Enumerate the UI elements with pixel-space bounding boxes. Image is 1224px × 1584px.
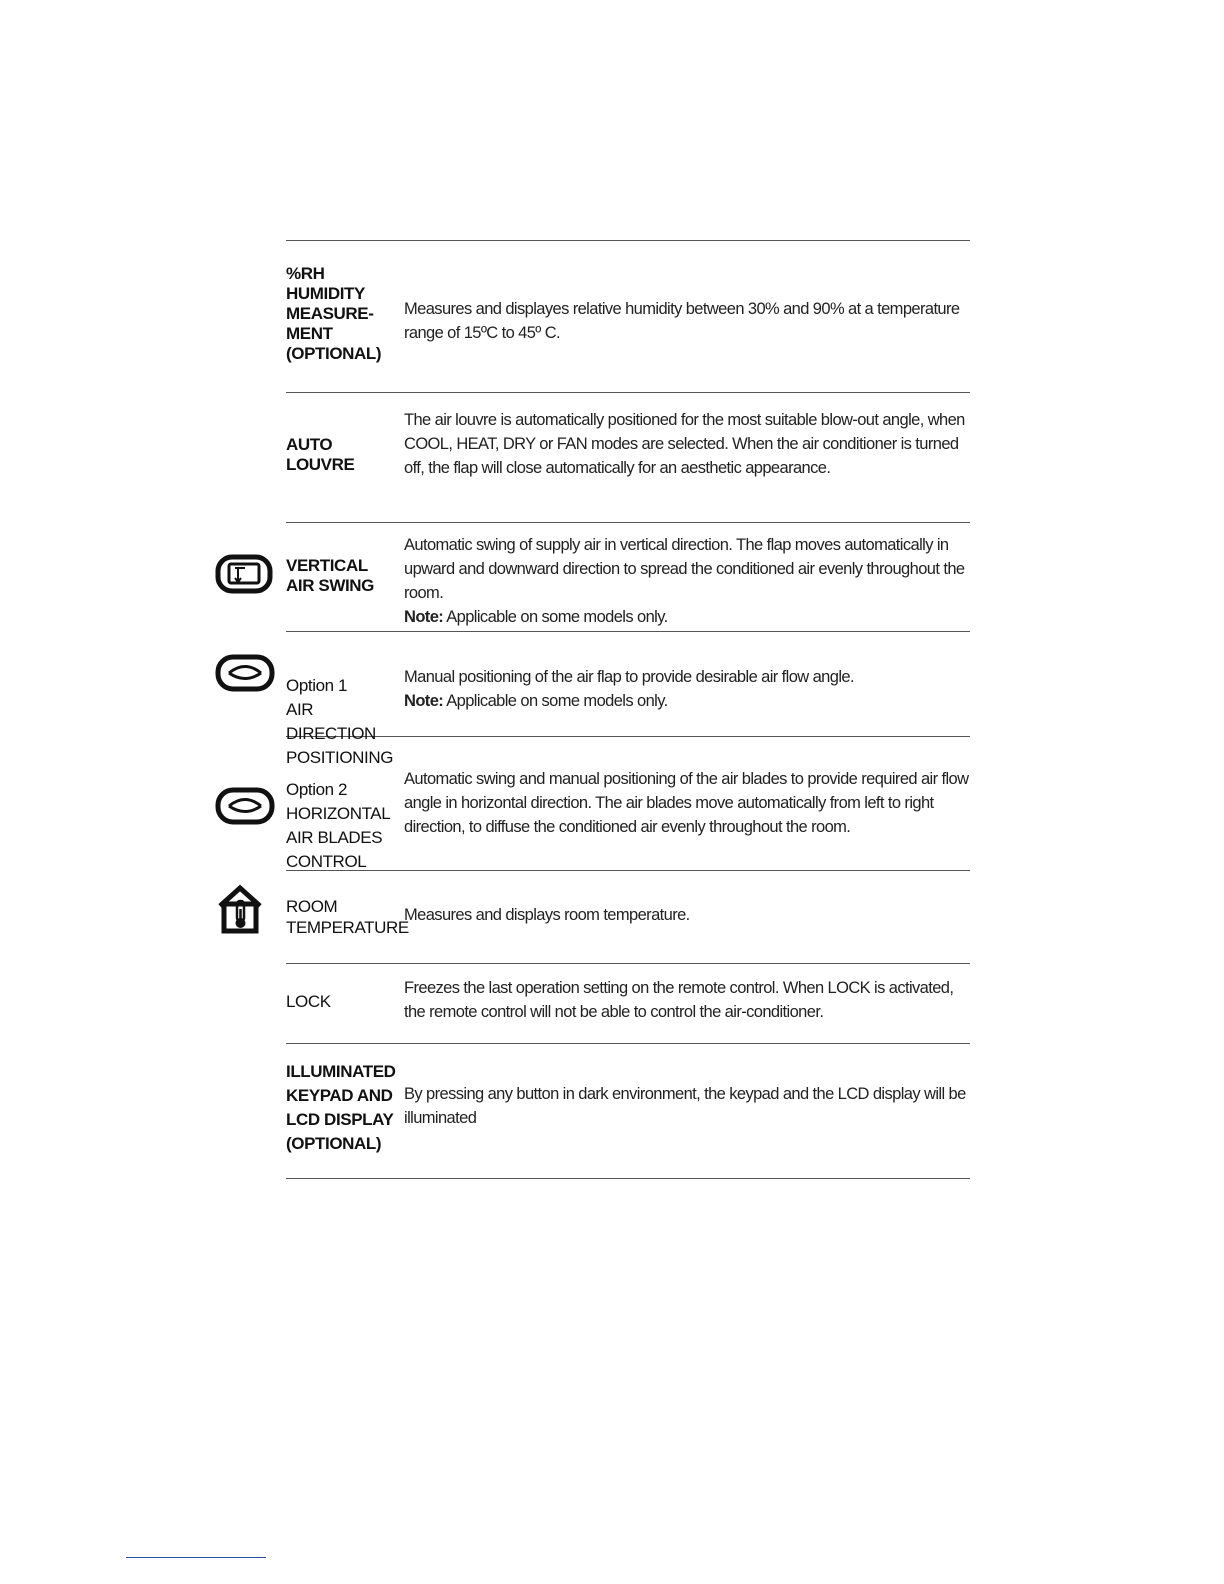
feature-label (286, 754, 404, 874)
feature-name: HORIZONTAL AIR BLADES CONTROL (286, 804, 391, 871)
feature-label: ILLUMINATED KEYPAD AND LCD DISPLAY (OPTIONAL) (286, 1062, 396, 1153)
feature-description: By pressing any button in dark environment, the keypad and the LCD display will be illuminated (404, 1085, 966, 1127)
divider (286, 963, 970, 964)
option-label: Option 1 (286, 676, 348, 695)
feature-name: AIR DIRECTION POSITIONING (286, 700, 394, 767)
air-direction-icon (215, 654, 275, 692)
note-text: Applicable on some models only. (443, 692, 668, 710)
note-text: Applicable on some models only. (443, 608, 668, 626)
note-label: Note: (404, 608, 444, 626)
feature-label: AUTO LOUVRE (286, 435, 355, 474)
feature-description (404, 533, 972, 629)
feature-label: ROOM TEMPERATURE (286, 897, 409, 937)
divider (286, 392, 970, 393)
feature-description: Freezes the last operation setting on the remote control. When LOCK is activated, the remote control will not be able to control the air-conditioner. (404, 979, 954, 1021)
room-temperature-icon (216, 884, 264, 934)
description-text: Manual positioning of the air flap to provide desirable air flow angle. (404, 668, 854, 686)
horizontal-blades-icon (215, 787, 275, 825)
feature-label (286, 650, 404, 770)
vertical-swing-icon (215, 554, 273, 594)
option-label: Option 2 (286, 780, 348, 799)
feature-label: LOCK (286, 992, 331, 1011)
feature-description: Measures and displays room temperature. (404, 906, 690, 924)
divider (286, 240, 970, 241)
feature-label: %RH HUMIDITY MEASURE- MENT (OPTIONAL) (286, 264, 382, 363)
footnote-separator (126, 1557, 266, 1558)
divider (286, 631, 970, 632)
feature-description (404, 665, 972, 713)
note-label: Note: (404, 692, 444, 710)
feature-description: Automatic swing and manual positioning of the air blades to provide required air flow angle in horizontal direction. The air blades move automatically from left to right direction, to diffuse the conditioned air evenly throughout the room. (404, 770, 969, 836)
divider (286, 1043, 970, 1044)
feature-label: VERTICAL AIR SWING (286, 556, 375, 595)
feature-description: The air louvre is automatically positioned for the most suitable blow-out angle, when COOL, HEAT, DRY or FAN modes are selected. When the air conditioner is turned off, the flap will close automatically for an aesthetic appearance. (404, 411, 965, 477)
description-text: Automatic swing of supply air in vertical direction. The flap moves automatically in upward and downward direction to spread the conditioned air evenly throughout the room. (404, 536, 965, 602)
feature-description: Measures and displayes relative humidity between 30% and 90% at a temperature range of 15ºC to 45º C. (404, 300, 960, 342)
divider (286, 1178, 970, 1179)
divider (286, 522, 970, 523)
